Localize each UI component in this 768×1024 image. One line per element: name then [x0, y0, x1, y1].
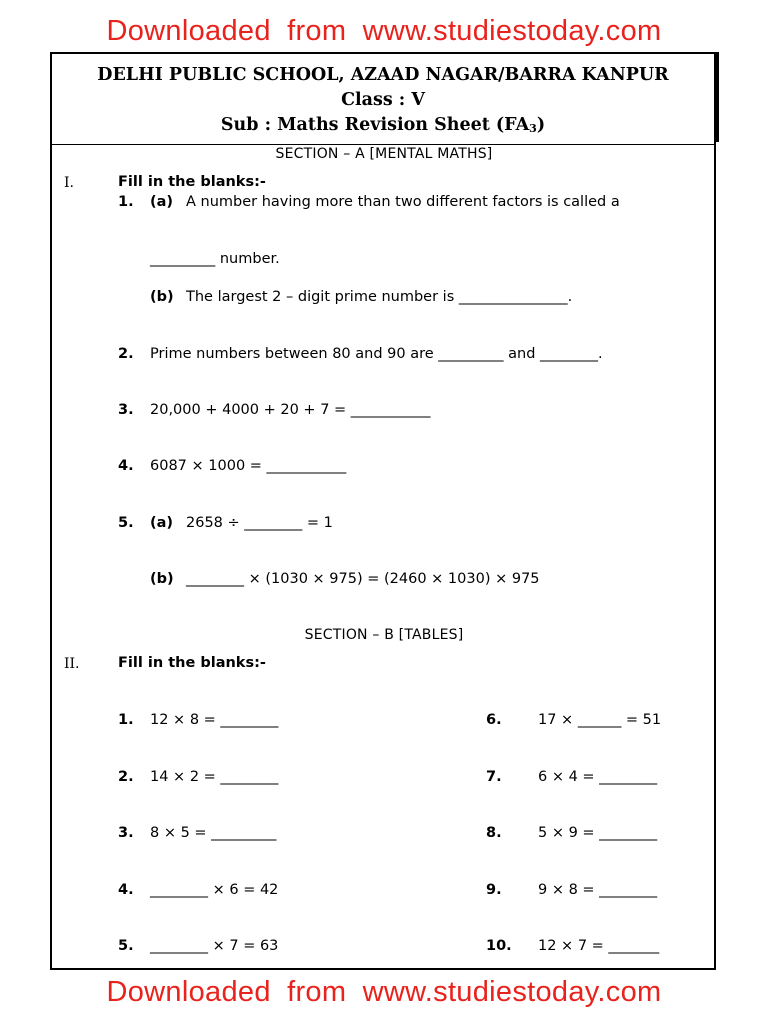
tables-item-number: 10.	[486, 938, 512, 954]
tables-item-text: 5 × 9 = ________	[538, 825, 658, 841]
tables-item-number: 8.	[486, 825, 502, 841]
question-3-text: 20,000 + 4000 + 20 + 7 = ___________	[150, 402, 431, 418]
tables-item-number: 2.	[118, 769, 134, 785]
download-watermark-bottom: Downloaded from www.studiestoday.com	[106, 976, 662, 1008]
question-1b-text: The largest 2 – digit prime number is _______________.	[186, 289, 573, 305]
question-5a-text: 2658 ÷ ________ = 1	[186, 515, 333, 531]
question-1a-continuation: _________ number.	[150, 251, 280, 267]
section-b-roman: II.	[64, 656, 80, 672]
tables-item-number: 4.	[118, 882, 134, 898]
school-name: DELHI PUBLIC SCHOOL, AZAAD NAGAR/BARRA KANPUR	[97, 65, 669, 85]
tables-item-text: 8 × 5 = _________	[150, 825, 277, 841]
tables-item-number: 9.	[486, 882, 502, 898]
question-1b-label: (b)	[150, 289, 174, 305]
tables-item-number: 6.	[486, 712, 502, 728]
tables-item-text: ________ × 6 = 42	[150, 882, 279, 898]
section-b-instruction: Fill in the blanks:-	[118, 655, 266, 671]
question-2-number: 2.	[118, 346, 134, 362]
tables-item-text: 6 × 4 = ________	[538, 769, 658, 785]
question-5b-label: (b)	[150, 571, 174, 587]
question-1a-label: (a)	[150, 194, 174, 210]
tables-item-text: 9 × 8 = ________	[538, 882, 658, 898]
question-2-text: Prime numbers between 80 and 90 are _________ and ________.	[150, 346, 603, 362]
section-a-instruction: Fill in the blanks:-	[118, 174, 266, 190]
tables-item-text: 12 × 7 = _______	[538, 938, 660, 954]
tables-item-text: 14 × 2 = ________	[150, 769, 279, 785]
download-watermark-top: Downloaded from www.studiestoday.com	[106, 15, 662, 47]
question-4-number: 4.	[118, 458, 134, 474]
tables-item-text: ________ × 7 = 63	[150, 938, 279, 954]
worksheet-header	[52, 54, 714, 145]
question-5b-text: ________ × (1030 × 975) = (2460 × 1030) × 975	[186, 571, 540, 587]
question-1a-text: A number having more than two different factors is called a	[186, 194, 620, 210]
frame-shadow	[716, 52, 719, 142]
class-label: Class : V	[341, 90, 425, 110]
tables-item-number: 3.	[118, 825, 134, 841]
tables-item-number: 5.	[118, 938, 134, 954]
tables-item-text: 12 × 8 = ________	[150, 712, 279, 728]
question-5-number: 5.	[118, 515, 134, 531]
tables-item-number: 1.	[118, 712, 134, 728]
section-a-roman: I.	[64, 175, 74, 191]
question-3-number: 3.	[118, 402, 134, 418]
section-b-title: SECTION – B [TABLES]	[304, 627, 464, 643]
tables-item-text: 17 × ______ = 51	[538, 712, 662, 728]
subject-label: Sub : Maths Revision Sheet $(FA_3)$	[220, 115, 546, 135]
question-4-text: 6087 × 1000 = ___________	[150, 458, 347, 474]
question-5a-label: (a)	[150, 515, 174, 531]
question-1-number: 1.	[118, 194, 134, 210]
section-a-title: SECTION – A [MENTAL MATHS]	[275, 146, 493, 162]
tables-item-number: 7.	[486, 769, 502, 785]
